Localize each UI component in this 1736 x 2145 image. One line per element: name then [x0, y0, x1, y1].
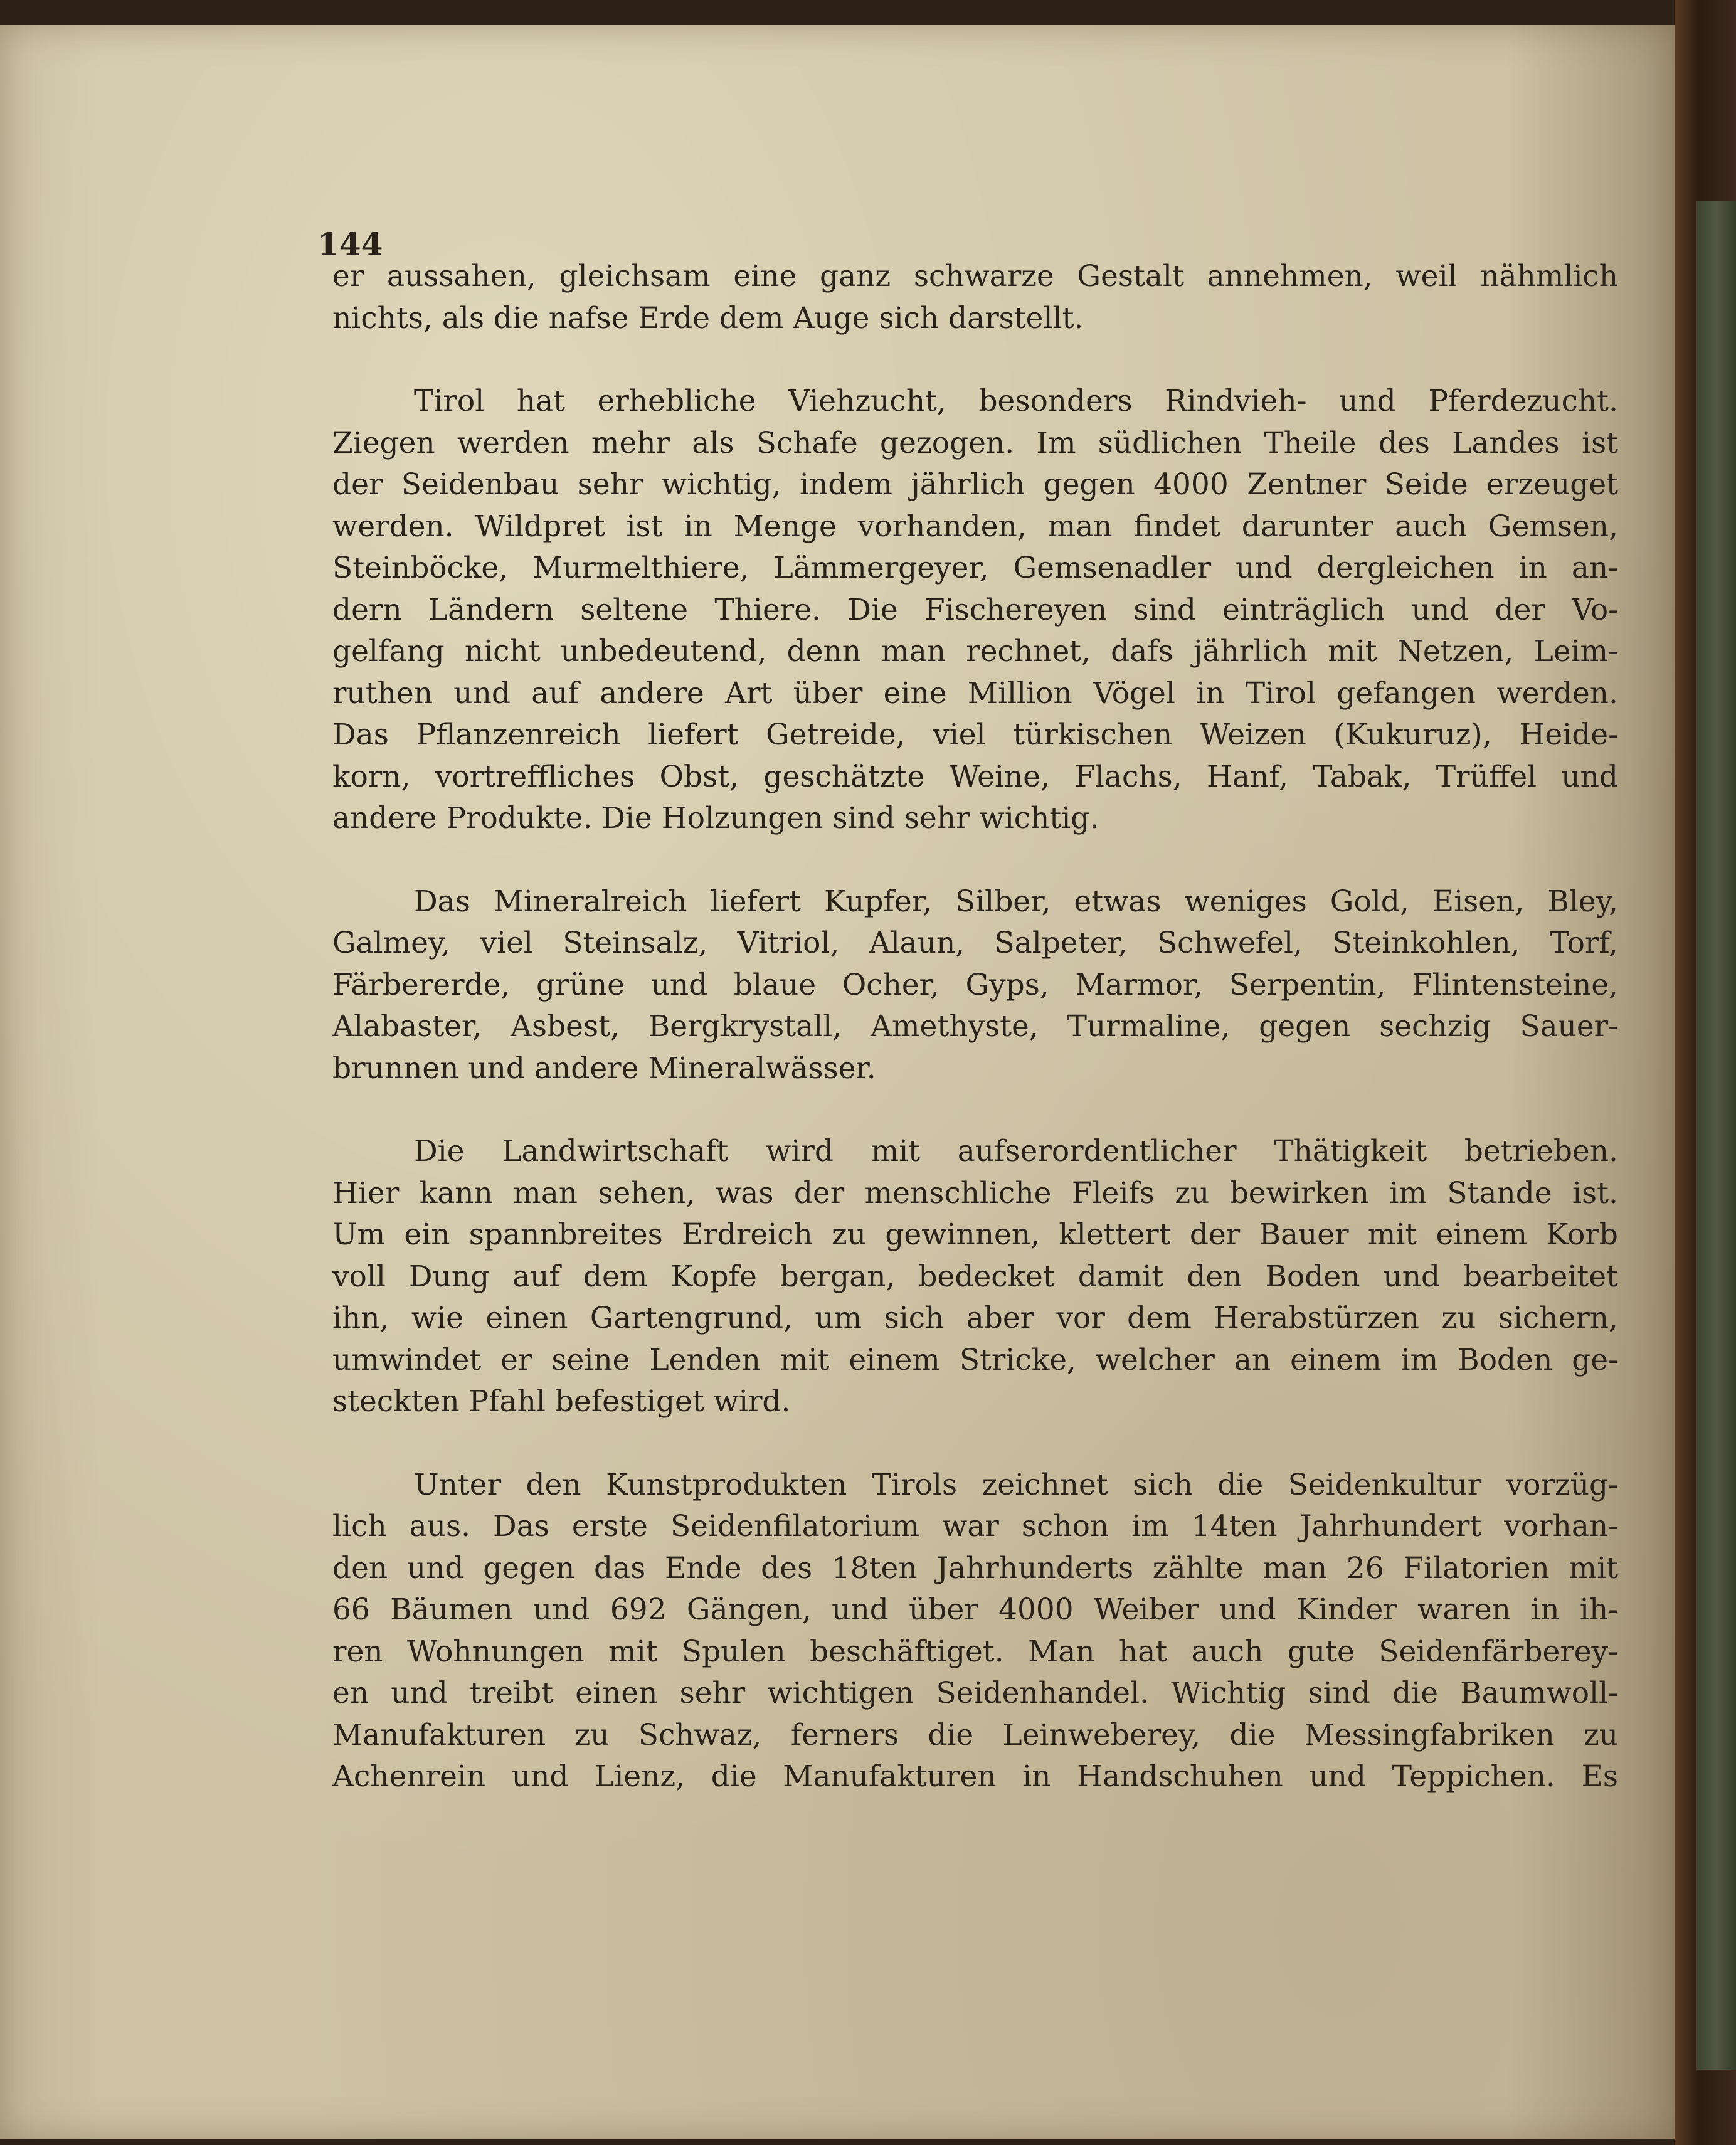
text-line: steckten Pfahl befestiget wird.: [332, 1384, 791, 1419]
paragraph-5: [332, 1464, 1618, 1798]
paragraph-2: [332, 381, 1618, 840]
text-line: nichts, als die nafse Erde dem Auge sich darstellt.: [332, 300, 1084, 336]
text-line: Unter den Kunstprodukten Tirols zeichnet sich die Seidenkultur vorzüg-: [414, 1467, 1618, 1502]
text-line: Steinböcke, Murmelthiere, Lämmergeyer, Gemsenadler und dergleichen in an-: [332, 551, 1618, 585]
text-line: er aussahen, gleichsam eine ganz schwarze Gestalt annehmen, weil nähmlich: [332, 259, 1618, 294]
text-line: umwindet er seine Lenden mit einem Stricke, welcher an einem im Boden ge-: [332, 1342, 1618, 1377]
text-line: den und gegen das Ende des 18ten Jahrhunderts zählte man 26 Filatorien mit: [332, 1550, 1618, 1586]
text-line: Hier kann man sehen, was der menschliche Fleifs zu bewirken im Stande ist.: [332, 1175, 1618, 1210]
text-line: voll Dung auf dem Kopfe bergan, bedecket damit den Boden und bearbeitet: [332, 1259, 1618, 1294]
text-line: ruthen und auf andere Art über eine Million Vögel in Tirol gefangen werden.: [332, 675, 1618, 711]
text-line: Färbererde, grüne und blaue Ocher, Gyps, Marmor, Serpentin, Flintensteine,: [332, 967, 1618, 1002]
paragraph-4: [332, 1131, 1618, 1423]
text-line: Alabaster, Asbest, Bergkrystall, Amethyste, Turmaline, gegen sechzig Sauer-: [332, 1009, 1618, 1044]
text-line: brunnen und andere Mineralwässer.: [332, 1051, 876, 1086]
text-line: der Seidenbau sehr wichtig, indem jährlich gegen 4000 Zentner Seide erzeuget: [332, 467, 1618, 502]
page-number: 144: [317, 226, 383, 263]
text-line: Die Landwirtschaft wird mit aufserordentlicher Thätigkeit betrieben.: [414, 1134, 1618, 1168]
text-line: korn, vortreffliches Obst, geschätzte Weine, Flachs, Hanf, Tabak, Trüffel und: [332, 759, 1618, 794]
text-line: en und treibt einen sehr wichtigen Seidenhandel. Wichtig sind die Baumwoll-: [332, 1676, 1618, 1710]
text-line: Das Mineralreich liefert Kupfer, Silber, etwas weniges Gold, Eisen, Bley,: [414, 884, 1618, 919]
text-line: ren Wohnungen mit Spulen beschäftiget. Man hat auch gute Seidenfärberey-: [332, 1634, 1618, 1669]
text-line: Manufakturen zu Schwaz, ferners die Leinweberey, die Messingfabriken zu: [332, 1717, 1618, 1752]
text-line: lich aus. Das erste Seidenfilatorium war schon im 14ten Jahrhundert vorhan-: [332, 1509, 1618, 1544]
text-line: gelfang nicht unbedeutend, denn man rechnet, dafs jährlich mit Netzen, Leim-: [332, 634, 1618, 669]
text-line: ihn, wie einen Gartengrund, um sich aber vor dem Herabstürzen zu sichern,: [332, 1301, 1618, 1335]
paragraph-3: [332, 881, 1618, 1090]
text-line: Um ein spannbreites Erdreich zu gewinnen, klettert der Bauer mit einem Korb: [332, 1217, 1618, 1252]
paragraph-1: [332, 256, 1618, 339]
text-line: Das Pflanzenreich liefert Getreide, viel türkischen Weizen (Kukuruz), Heide-: [332, 718, 1618, 752]
body-text: [332, 226, 1618, 1798]
text-line: dern Ländern seltene Thiere. Die Fischereyen sind einträglich und der Vo-: [332, 592, 1618, 627]
facing-page-edge: [1696, 201, 1736, 2070]
text-line: Galmey, viel Steinsalz, Vitriol, Alaun, Salpeter, Schwefel, Steinkohlen, Torf,: [332, 926, 1618, 960]
text-line: Ziegen werden mehr als Schafe gezogen. Im südlichen Theile des Landes ist: [332, 425, 1618, 460]
text-line: andere Produkte. Die Holzungen sind sehr wichtig.: [332, 801, 1099, 835]
text-line: Tirol hat erhebliche Viehzucht, besonders Rindvieh- und Pferdezucht.: [414, 384, 1618, 418]
text-line: werden. Wildpret ist in Menge vorhanden, man findet darunter auch Gemsen,: [332, 509, 1618, 544]
text-line: Achenrein und Lienz, die Manufakturen in Handschuhen und Teppichen. Es: [332, 1759, 1618, 1794]
text-line: 66 Bäumen und 692 Gängen, und über 4000 Weiber und Kinder waren in ih-: [332, 1592, 1618, 1627]
